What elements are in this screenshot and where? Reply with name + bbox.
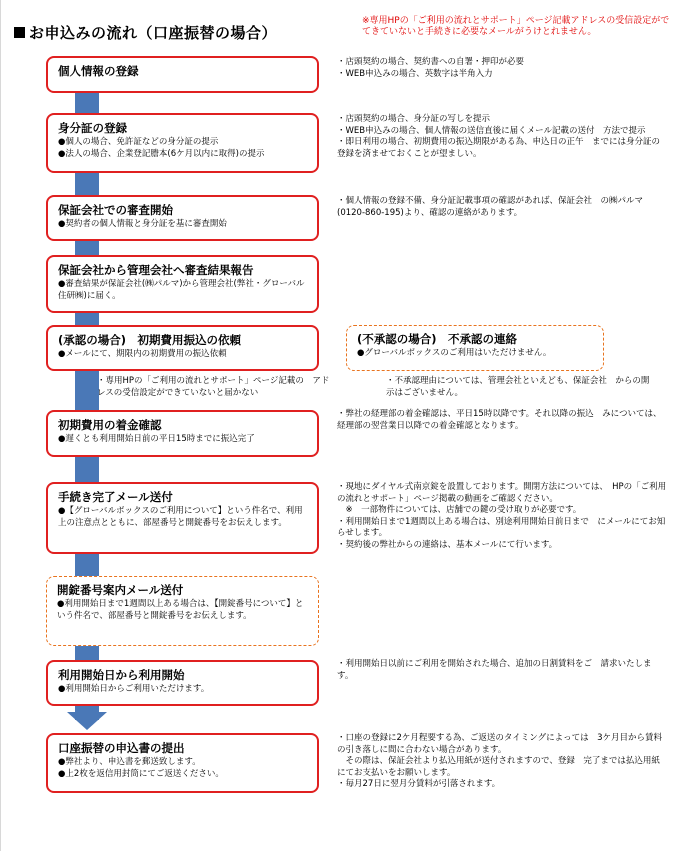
step-notes-direct-debit	[337, 733, 667, 791]
step-title: (承認の場合) 初期費用振込の依頼	[58, 333, 242, 347]
step-box-screening-result	[46, 255, 319, 313]
step-title: 保証会社から管理会社へ審査結果報告	[58, 263, 254, 277]
bullet-item: ● 利用開始日まで1週間以上ある場合は、【開錠番号について】という件名で、部屋番号と開錠番号をお伝えします。	[57, 598, 310, 622]
step-title: 口座振替の申込書の提出	[58, 741, 185, 755]
page-title-text: お申込みの流れ（口座振替の場合）	[29, 24, 278, 42]
bullet-item: ● メールにて、期限内の初期費用の振込依頼	[58, 348, 309, 360]
step-title: 利用開始日から利用開始	[58, 668, 185, 682]
bullet-item: ● 遅くとも利用開始日前の平日15時までに振込完了	[58, 433, 309, 445]
step-box-personal-info	[46, 56, 319, 93]
bullet-item: ● 利用開始日からご利用いただけます。	[58, 683, 309, 695]
step-box-direct-debit-application	[46, 733, 319, 793]
step-title: 開錠番号案内メール送付	[57, 583, 184, 597]
bullet-item: ● グローバルボックスのご利用はいただけません。	[357, 347, 595, 359]
note-line: ・口座の登録に2ケ月程要する為、ご返送のタイミングによっては 3ケ月目から賃料の引き落しに間に合わない場合があります。	[337, 733, 662, 755]
page-edge	[0, 0, 1, 851]
step-notes-payment-confirmation	[337, 409, 667, 432]
step-notes-approval	[97, 376, 337, 399]
step-box-usage-start	[46, 660, 319, 706]
reject-title: (不承認の場合) 不承認の連絡	[357, 332, 518, 346]
note-line: ※ 一部物件については、店舗での鍵の受け取りが必要です。	[337, 505, 582, 515]
step-box-id-registration	[46, 113, 319, 173]
bullet-item: ● 法人の場合、企業登記謄本(6ケ月以内に取得)の提示	[58, 148, 309, 160]
note-line: ・利用開始日まで1週間以上ある場合は、別途利用開始日前日まで にメールにてお知らせします。	[337, 516, 666, 538]
note-line: ・不承認理由については、管理会社といえども、保証会社 からの開示はございません。	[386, 376, 650, 398]
bullet-item: ● 契約者の個人情報と身分証を基に審査開始	[58, 218, 309, 230]
note-line: ・店頭契約の場合、身分証の写しを提示	[337, 114, 491, 124]
step-notes-screening-start	[337, 196, 667, 219]
step-title: 保証会社での審査開始	[58, 203, 173, 217]
warning-note: ※専用HPの「ご利用の流れとサポート」ページ記載アドレスの受信設定がでてきていないと手続きに必要なメールがうけとれません。	[362, 16, 670, 37]
reject-notes	[386, 376, 656, 399]
bullet-item: ● 審査結果が保証会社(㈱パルマ)から管理会社(弊社・グローバル住研㈱)に届く。	[58, 278, 309, 302]
step-notes-id-registration	[337, 114, 667, 160]
step-notes-personal-info	[337, 57, 667, 80]
square-bullet-icon	[14, 27, 25, 38]
note-line: ・専用HPの「ご利用の流れとサポート」ページ記載の アドレスの受信設定ができていないと届かない	[97, 376, 330, 398]
note-line: ・毎月27日に翌月分賃料が引落されます。	[337, 779, 501, 789]
note-line: その際は、保証会社より払込用紙が送付されますので、登録 完了までは払込用紙にてお支払いをお願いします。	[337, 756, 660, 778]
note-line: ・現地にダイヤル式南京錠を設置しております。開閉方法については、 HPの「ご利用の流れとサポート」ページ掲載の動画をご確認ください。	[337, 482, 667, 504]
note-line: ・利用開始日以前にご利用を開始された場合、追加の日割賃料をご 請求いたします。	[337, 659, 652, 681]
step-box-unlock-code-mail	[46, 576, 319, 646]
step-notes-usage-start	[337, 659, 667, 682]
bullet-item: ● 個人の場合、免許証などの身分証の提示	[58, 136, 309, 148]
step-box-payment-confirmation	[46, 410, 319, 457]
note-line: ・店頭契約の場合、契約書への自署・押印が必要	[337, 57, 525, 67]
step-box-completion-mail	[46, 482, 319, 554]
step-title: 身分証の登録	[58, 121, 127, 135]
note-line: ・個人情報の登録不備、身分証記載事項の確認があれば、保証会社 の㈱パルマ(0120-860-195)より、確認の連絡があります。	[337, 196, 644, 218]
step-notes-completion-mail	[337, 482, 672, 551]
bullet-item: ● 弊社より、申込書を郵送致します。	[58, 756, 309, 768]
step-box-approval-payment-request	[46, 325, 319, 371]
step-title: 初期費用の着金確認	[58, 418, 162, 432]
flow-arrow-icon	[67, 712, 107, 730]
page-title	[14, 22, 277, 43]
bullet-item: ● 上2枚を返信用封筒にてご返送ください。	[58, 768, 309, 780]
step-title: 個人情報の登録	[58, 64, 139, 78]
step-title: 手続き完了メール送付	[58, 490, 173, 504]
note-line: ・即日利用の場合、初期費用の振込期限がある為、申込日の正午 までには身分証の登録を済ませておくことが望ましい。	[337, 137, 661, 159]
step-box-screening-start	[46, 195, 319, 241]
bullet-item: ● 【グローバルボックスのご利用について】という件名で、利用上の注意点とともに、部屋番号と開錠番号をお伝えします。	[58, 505, 309, 529]
reject-box	[346, 325, 604, 371]
note-line: ・弊社の経理部の着金確認は、平日15時以降です。それ以降の振込 みについては、経理部の翌営業日以降での着金確認となります。	[337, 409, 662, 431]
note-line: ・契約後の弊社からの連絡は、基本メールにて行います。	[337, 539, 558, 550]
note-line: ・WEB申込みの場合、個人情報の送信直後に届くメール記載の送付 方法で提示	[337, 125, 646, 136]
note-line: ・WEB申込みの場合、英数字は半角入力	[337, 68, 493, 79]
